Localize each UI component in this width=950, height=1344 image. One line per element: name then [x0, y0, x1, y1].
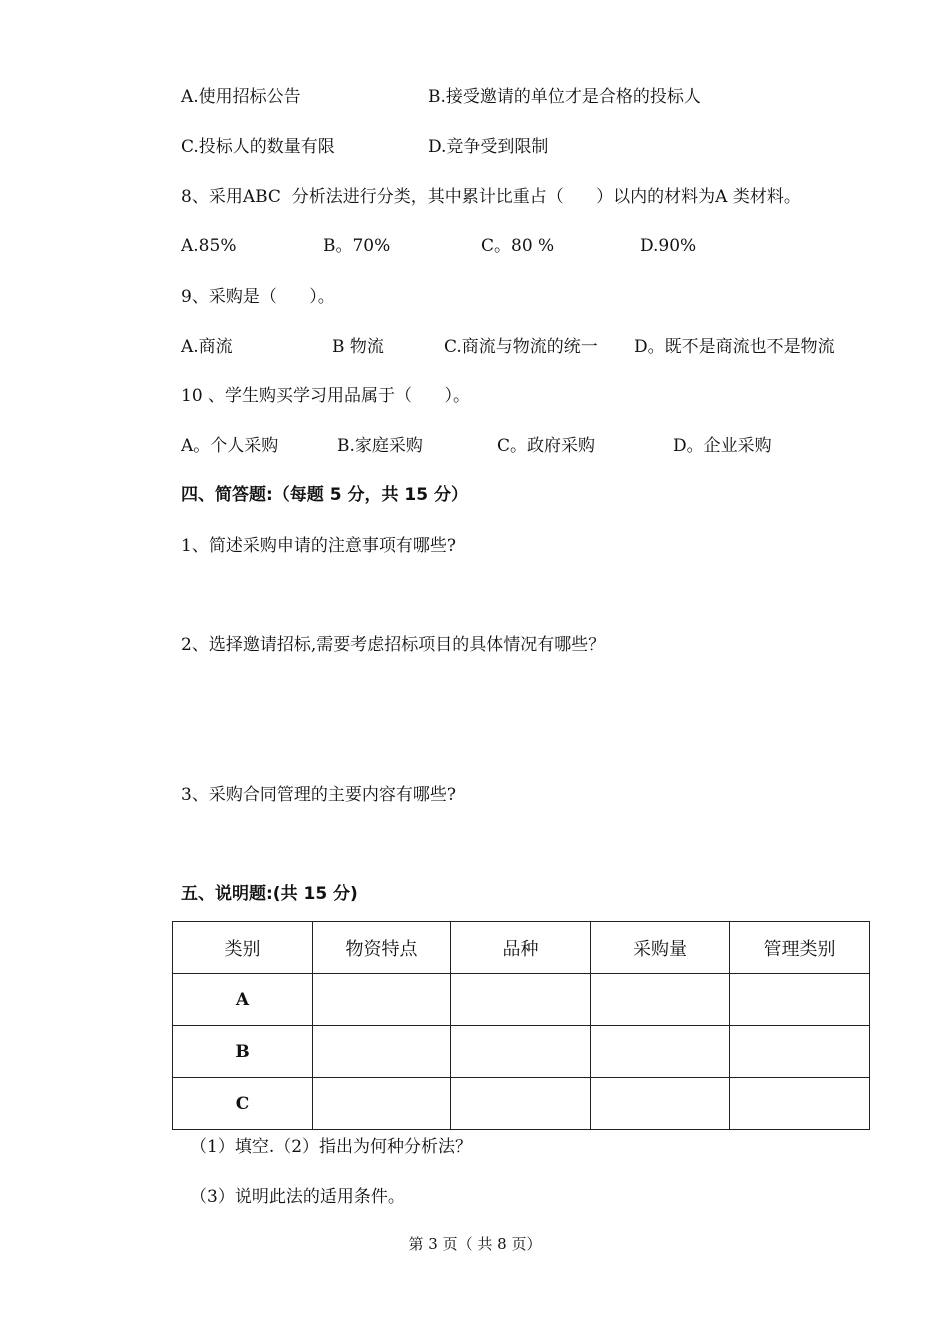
q9-option-c: C.商流与物流的统一 [444, 337, 598, 357]
q8-option-a: A.85% [181, 236, 237, 256]
section4-question-2: 2、选择邀请招标,需要考虑招标项目的具体情况有哪些？ [181, 635, 606, 655]
section4-question-1: 1、简述采购申请的注意事项有哪些? [181, 536, 456, 556]
q7-option-a: A.使用招标公告 [181, 87, 301, 107]
table-header-cell: 物资特点 [313, 922, 451, 974]
blank-answer-cell[interactable] [451, 1026, 591, 1078]
table-row [173, 974, 870, 1026]
table-header-cell: 采购量 [591, 922, 730, 974]
blank-answer-cell[interactable] [451, 1078, 591, 1130]
blank-answer-cell[interactable] [591, 1078, 730, 1130]
table-header-row [173, 922, 870, 974]
q8-option-c: C。80 % [481, 236, 555, 256]
category-cell: C [173, 1078, 313, 1130]
category-cell: B [173, 1026, 313, 1078]
q9-option-d: D。既不是商流也不是物流 [634, 337, 835, 357]
q8-option-b: B。70% [323, 236, 391, 256]
blank-answer-cell[interactable] [591, 1026, 730, 1078]
blank-answer-cell[interactable] [313, 1026, 451, 1078]
page-footer: 第 3 页（ 共 8 页） [408, 1235, 542, 1253]
q10-option-b: B.家庭采购 [337, 436, 423, 456]
q7-option-c: C.投标人的数量有限 [181, 137, 335, 157]
q7-option-b: B.接受邀请的单位才是合格的投标人 [428, 87, 701, 107]
table-header-cell: 类别 [173, 922, 313, 974]
blank-answer-cell[interactable] [730, 1078, 870, 1130]
table-header-cell: 管理类别 [730, 922, 870, 974]
blank-answer-cell[interactable] [730, 974, 870, 1026]
q7-option-d: D.竞争受到限制 [428, 137, 549, 157]
q8-option-d: D.90% [640, 236, 697, 256]
abc-classification-table [172, 921, 870, 1130]
blank-answer-cell[interactable] [313, 1078, 451, 1130]
table-row [173, 1078, 870, 1130]
blank-answer-cell[interactable] [730, 1026, 870, 1078]
section4-question-3: 3、采购合同管理的主要内容有哪些? [181, 785, 456, 805]
section5-heading: 五、说明题:(共 15 分) [181, 884, 358, 904]
blank-answer-cell[interactable] [591, 974, 730, 1026]
table-header-cell: 品种 [451, 922, 591, 974]
blank-answer-cell[interactable] [313, 974, 451, 1026]
q9-option-b: B 物流 [332, 337, 384, 357]
category-cell: A [173, 974, 313, 1026]
section4-heading: 四、简答题:（每题 5 分，共 15 分） [181, 485, 468, 505]
q8-stem: 8、采用ABC 分析法进行分类，其中累计比重占（ ）以内的材料为A 类材料。 [181, 187, 801, 207]
section5-note-1: （1）填空.（2）指出为何种分析法？ [190, 1137, 473, 1157]
q10-option-a: A。个人采购 [181, 436, 279, 456]
section5-note-2: （3）说明此法的适用条件。 [190, 1187, 405, 1207]
table-row [173, 1026, 870, 1078]
q10-option-c: C。政府采购 [497, 436, 596, 456]
q9-option-a: A.商流 [181, 337, 233, 357]
q10-option-d: D。企业采购 [673, 436, 772, 456]
q9-stem: 9、采购是（ ）。 [181, 287, 335, 307]
blank-answer-cell[interactable] [451, 974, 591, 1026]
q10-stem: 10 、学生购买学习用品属于（ ）。 [181, 386, 470, 406]
